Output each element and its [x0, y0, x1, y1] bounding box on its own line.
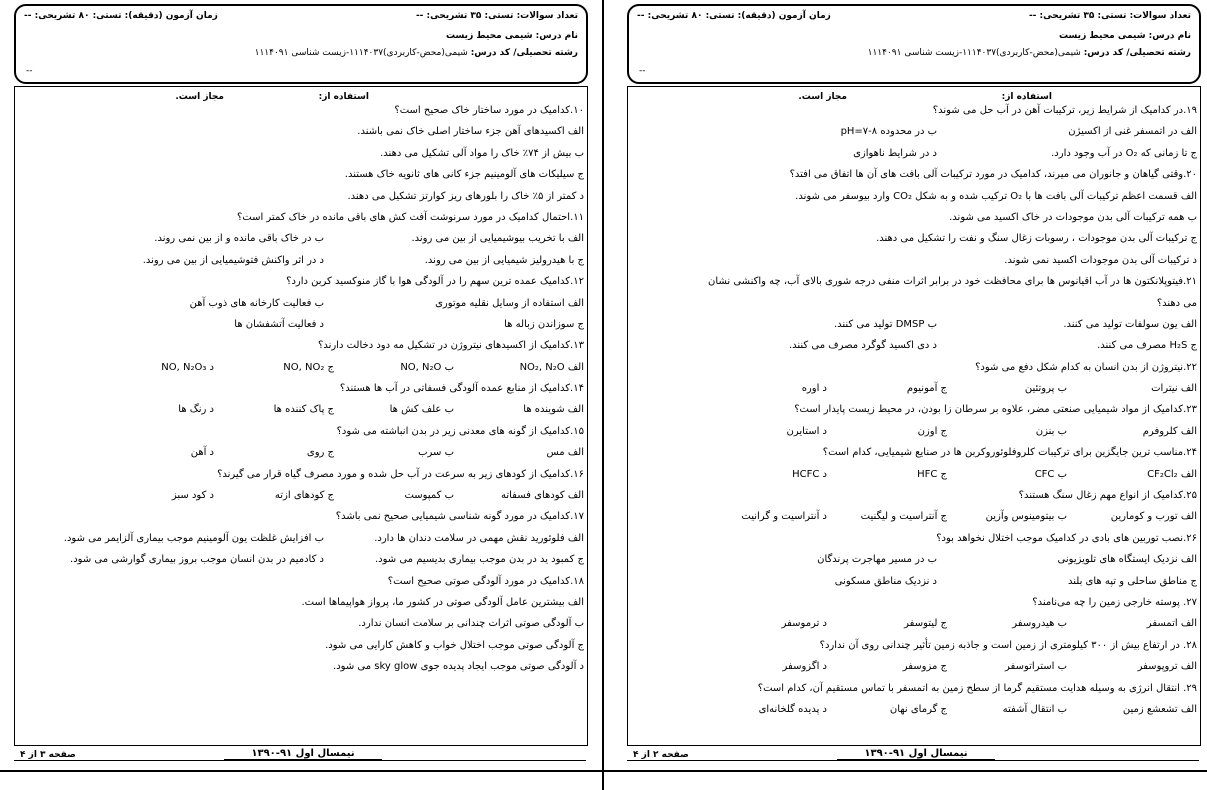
- option: الف CF₂Cl₂: [1147, 468, 1197, 480]
- option-row: [631, 613, 1197, 634]
- option: الف NO₂, N₂O: [519, 361, 584, 373]
- course-name: نام درس: شیمی محیط زیست: [446, 31, 578, 41]
- option: الف تورب و کومارین: [1110, 511, 1197, 523]
- option: ب CFC: [1034, 468, 1067, 480]
- page-number: صفحه ۲ از ۴: [633, 750, 689, 760]
- option: ج اوزن: [917, 425, 947, 437]
- question-line: ۱۲.کدامیک عمده ترین سهم را در آلودگی هوا با گاز منوکسید کربن دارد؟: [286, 276, 584, 288]
- option-row: [631, 464, 1197, 485]
- option: ج پاک کننده ها: [273, 404, 334, 416]
- option: د در شرایط ناهوازی: [853, 147, 937, 159]
- option: ج کودهای ازته: [274, 490, 334, 502]
- option: ب افزایش غلظت یون آلومینیم موجب بیماری آلزایمر می شود.: [63, 532, 324, 544]
- option-row: [18, 549, 584, 570]
- option: د کادمیم در بدن انسان موجب بروز بیماری گوارشی می شود.: [70, 554, 324, 566]
- question-line: ج آلودگی صوتی موجب اختلال خواب و کاهش کارایی می شود.: [325, 639, 584, 651]
- exam-page-left: [0, 0, 594, 790]
- option: ج سوزاندن زباله ها: [504, 318, 584, 330]
- option: ب استراتوسفر: [1005, 661, 1067, 673]
- option: د ترموسفر: [781, 618, 827, 630]
- course-name: نام درس: شیمی محیط زیست: [1059, 31, 1191, 41]
- field-label: رشته تحصیلی/ کد درس:: [470, 48, 578, 58]
- option: د اگزوسفر: [782, 661, 827, 673]
- option: الف استفاده از وسایل نقلیه موتوری: [435, 297, 584, 309]
- option-row: [631, 549, 1197, 570]
- question-line: د آلودگی صوتی موجب ایجاد پدیده جوی sky glow می شود.: [333, 661, 584, 673]
- question-line: ۱۶.کدامیک از کودهای زیر به سرعت در آب حل شده و مورد مصرف گیاه قرار می گیرند؟: [217, 468, 584, 480]
- option: ج مناطق ساحلی و تپه های بلند: [1068, 575, 1197, 587]
- option: ب سرب: [418, 447, 454, 459]
- permit-use: استفاده از:: [318, 92, 369, 102]
- option-row: [631, 378, 1197, 399]
- option: ج H₂S مصرف می کنند.: [1097, 340, 1197, 352]
- question-line: ج ترکیبات آلی بدن موجودات ، رسوبات زغال سنگ و نفت را تشکیل می دهند.: [876, 233, 1197, 245]
- question-line: ۱۵.کدامیک از گونه های معدنی زیر در بدن انباشته می شود؟: [336, 425, 584, 437]
- field-value: شیمی(محض-کاربردی)۱۱۱۴۰۳۷-زیست شناسی ۱۱۱۴۰۹۱: [254, 48, 471, 58]
- header-dash: --: [26, 66, 33, 76]
- header-dash: --: [639, 66, 646, 76]
- field-code: [868, 48, 1191, 58]
- question-line: ۱۹.در کدامیک از شرایط زیر، ترکیبات آهن در آب حل می شوند؟: [932, 105, 1197, 116]
- term-label: نیمسال اول ۹۱-۱۳۹۰: [837, 748, 995, 761]
- option: ج آمونیوم: [906, 383, 947, 395]
- option: الف در اتمسفر غنی از اکسیژن: [1068, 126, 1197, 138]
- option: الف اتمسفر: [1146, 618, 1197, 630]
- option: ج لیتوسفر: [904, 618, 947, 630]
- option-row: [18, 357, 584, 378]
- option: ب بنزن: [1035, 425, 1067, 437]
- option-row: [18, 442, 584, 463]
- question-line: ۱۱.احتمال کدامیک در مورد سرنوشت آفت کش های باقی مانده در خاک کمتر است؟: [236, 211, 584, 223]
- question-count: تعداد سوالات: تستی: ۳۵ تشریحی: --: [415, 11, 578, 21]
- permit-allowed: مجاز است.: [175, 92, 224, 102]
- option: د رنگ ها: [178, 404, 214, 416]
- field-code: [255, 48, 578, 58]
- option: ب پروتئین: [1024, 383, 1067, 395]
- option: ب در خاک باقی مانده و از بین نمی روند.: [154, 233, 324, 245]
- page-number: صفحه ۳ از ۴: [20, 750, 76, 760]
- option-row: [631, 335, 1197, 356]
- option: ج NO, NO₂: [283, 361, 334, 373]
- question-line: ۱۷.کدامیک در مورد گونه شناسی شیمیایی صحیح نمی باشد؟: [335, 511, 584, 523]
- question-line: الف بیشترین عامل آلودگی صوتی در کشور ما، پرواز هواپیماها است.: [301, 596, 584, 608]
- option: ب NO, N₂O: [400, 361, 454, 373]
- option: د NO, N₂O₃: [161, 361, 214, 373]
- option-row: [631, 143, 1197, 164]
- exam-time: زمان آزمون (دقیقه): تستی: ۸۰ تشریحی: --: [637, 11, 831, 21]
- question-line: الف قسمت اعظم ترکیبات آلی بافت ها با O₂ ترکیب شده و به شکل CO₂ وارد بیوسفر می شوند.: [795, 190, 1197, 202]
- page-footer: [627, 748, 1199, 772]
- page-divider: [602, 0, 604, 790]
- option-row: [631, 699, 1197, 720]
- option: ب کمپوست: [404, 490, 454, 502]
- option-row: [631, 506, 1197, 527]
- question-line: ب آلودگی صوتی اثرات چندانی بر سلامت انسان ندارد.: [358, 618, 584, 630]
- question-line: ب بیش از ۷۴٪ خاک را مواد آلی تشکیل می دهند.: [380, 147, 584, 159]
- question-line: ۲۷. پوسته خارجی زمین را چه می‌نامند؟: [1032, 596, 1197, 608]
- exam-page-right: [613, 0, 1207, 790]
- questions-list: [631, 100, 1197, 720]
- permit-use: استفاده از:: [1001, 92, 1052, 102]
- option: ج گرمای نهان: [889, 703, 947, 715]
- option-row: [18, 399, 584, 420]
- question-line: می دهند؟: [1156, 297, 1197, 309]
- question-line: ۱۴.کدامیک از منابع عمده آلودگی فسفاتی در آب ها هستند؟: [339, 383, 584, 395]
- option: ج با هیدرولیز شیمیایی از بین می روند.: [424, 254, 584, 266]
- option: الف مس: [546, 447, 584, 459]
- option: د اوره: [801, 383, 827, 395]
- option: ج روی: [306, 447, 334, 459]
- question-line: الف اکسیدهای آهن جزء ساختار اصلی خاک نمی باشند.: [357, 126, 584, 138]
- question-line: ۲۰.وقتی گیاهان و جانوران می میرند، کدامیک در مورد ترکیبات آلی بافت های آن ها اتفاق می افتد؟: [789, 169, 1197, 181]
- question-line: ج سیلیکات های آلومینیم جزء کانی های ثانویه خاک هستند.: [344, 169, 584, 181]
- option-row: [631, 656, 1197, 677]
- option: الف یون سولفات تولید می کنند.: [1063, 318, 1197, 330]
- option: د نزدیک مناطق مسکونی: [834, 575, 937, 587]
- option: الف با تخریب بیوشیمیایی از بین می روند.: [411, 233, 584, 245]
- question-line: ۲۵.کدامیک از انواع مهم زغال سنگ هستند؟: [1018, 490, 1197, 502]
- option: د دی اکسید گوگرد مصرف می کنند.: [788, 340, 937, 352]
- option-row: [631, 121, 1197, 142]
- option: الف کلروفرم: [1142, 425, 1197, 437]
- option: الف نزدیک ایستگاه های تلویزیونی: [1057, 554, 1197, 566]
- question-line: ۲۹. انتقال انرژی به وسیله هدایت مستقیم گرما از سطح زمین به اتمسفر با تماس مستقیم آن، کدام است؟: [757, 682, 1197, 694]
- option: الف کودهای فسفاته: [500, 490, 584, 502]
- field-label: رشته تحصیلی/ کد درس:: [1083, 48, 1191, 58]
- term-label: نیمسال اول ۹۱-۱۳۹۰: [224, 748, 382, 761]
- option: ب در مسیر مهاجرت پرندگان: [817, 554, 937, 566]
- question-line: ۲۲.نیتروژن از بدن انسان به کدام شکل دفع می شود؟: [975, 361, 1197, 373]
- exam-time: زمان آزمون (دقیقه): تستی: ۸۰ تشریحی: --: [24, 11, 218, 21]
- question-line: ۱۳.کدامیک از اکسیدهای نیتروژن در تشکیل مه دود دخالت دارند؟: [318, 340, 584, 352]
- option: ج کمبود ید در بدن موجب بیماری بدیسیم می شود.: [374, 554, 584, 566]
- option: الف شوینده ها: [523, 404, 584, 416]
- option: ج مزوسفر: [902, 661, 947, 673]
- option: ب فعالیت کارخانه های ذوب آهن: [189, 297, 324, 309]
- option: الف تروپوسفر: [1137, 661, 1197, 673]
- option: ج آنتراسیت و لیگنیت: [860, 511, 947, 523]
- question-line: ۱۰.کدامیک در مورد ساختار خاک صحیح است؟: [394, 105, 584, 116]
- option: د پدیده گلخانه‌ای: [758, 703, 827, 715]
- option: د HCFC: [792, 468, 827, 480]
- option: د آنتراسیت و گرانیت: [741, 511, 827, 523]
- option-row: [18, 228, 584, 249]
- questions-list: [18, 100, 584, 678]
- exam-header: [627, 4, 1201, 84]
- option: ب بیتومینوس وآزین: [985, 511, 1067, 523]
- question-line: د کمتر از ۵٪ خاک را بلورهای ریز کوارتز تشکیل می دهند.: [347, 190, 584, 202]
- option-row: [18, 485, 584, 506]
- question-count: تعداد سوالات: تستی: ۳۵ تشریحی: --: [1028, 11, 1191, 21]
- page-footer: [14, 748, 586, 772]
- option: ب هیدروسفر: [1012, 618, 1067, 630]
- option-row: [631, 314, 1197, 335]
- option: ب در محدوده pH=۷-۸: [840, 126, 937, 138]
- option-row: [631, 571, 1197, 592]
- question-line: ۲۴.مناسب ترین جایگزین برای ترکیبات کلروفلوئوروکربن ها در صنایع شیمیایی، کدام است؟: [822, 447, 1197, 459]
- question-line: ۲۱.فیتوپلانکتون ها در آب اقیانوس ها برای محافظت خود در برابر اثرات منفی درجه شوری بالای آب، چه واکنشی نشان: [708, 276, 1197, 288]
- question-line: ۲۸. در ارتفاع بیش از ۳۰۰ کیلومتری از زمین است و جاذبه زمین تأثیر چندانی روی آن ندارد؟: [819, 639, 1197, 651]
- question-line: ۱۸.کدامیک در مورد آلودگی صوتی صحیح است؟: [387, 575, 584, 587]
- option: د در اثر واکنش فتوشیمیایی از بین می روند.: [142, 254, 324, 266]
- option: الف نیترات: [1151, 383, 1197, 395]
- field-value: شیمی(محض-کاربردی)۱۱۱۴۰۳۷-زیست شناسی ۱۱۱۴۰۹۱: [867, 48, 1084, 58]
- permit-allowed: مجاز است.: [798, 92, 847, 102]
- option: د فعالیت آتشفشان ها: [234, 318, 324, 330]
- option: ج HFC: [917, 468, 947, 480]
- option: ج تا زمانی که O₂ در آب وجود دارد.: [1051, 147, 1197, 159]
- option-row: [18, 528, 584, 549]
- option-row: [631, 421, 1197, 442]
- question-line: د ترکیبات آلی بدن موجودات اکسید نمی شوند.: [1004, 254, 1197, 266]
- option: الف فلوئورید نقش مهمی در سلامت دندان ها دارد.: [374, 532, 584, 544]
- question-line: ۲۳.کدامیک از مواد شیمیایی صنعتی مضر، علاوه بر سرطان زا بودن، در محیط زیست پایدار است؟: [794, 404, 1197, 416]
- option: ب انتقال آشفته: [1002, 703, 1067, 715]
- question-line: ۲۶.نصب توربین های بادی در کدامیک موجب اختلال نخواهد بود؟: [936, 532, 1197, 544]
- exam-header: [14, 4, 588, 84]
- option: ب علف کش ها: [389, 404, 454, 416]
- option-row: [18, 293, 584, 314]
- option: د استایرن: [786, 425, 827, 437]
- option: الف تشعشع زمین: [1122, 703, 1197, 715]
- option-row: [18, 250, 584, 271]
- option: د آهن: [190, 447, 214, 459]
- option: د کود سبز: [171, 490, 214, 502]
- option-row: [18, 314, 584, 335]
- question-line: ب همه ترکیبات آلی بدن موجودات در خاک اکسید می شوند.: [949, 211, 1197, 223]
- option: ب DMSP تولید می کنند.: [833, 318, 937, 330]
